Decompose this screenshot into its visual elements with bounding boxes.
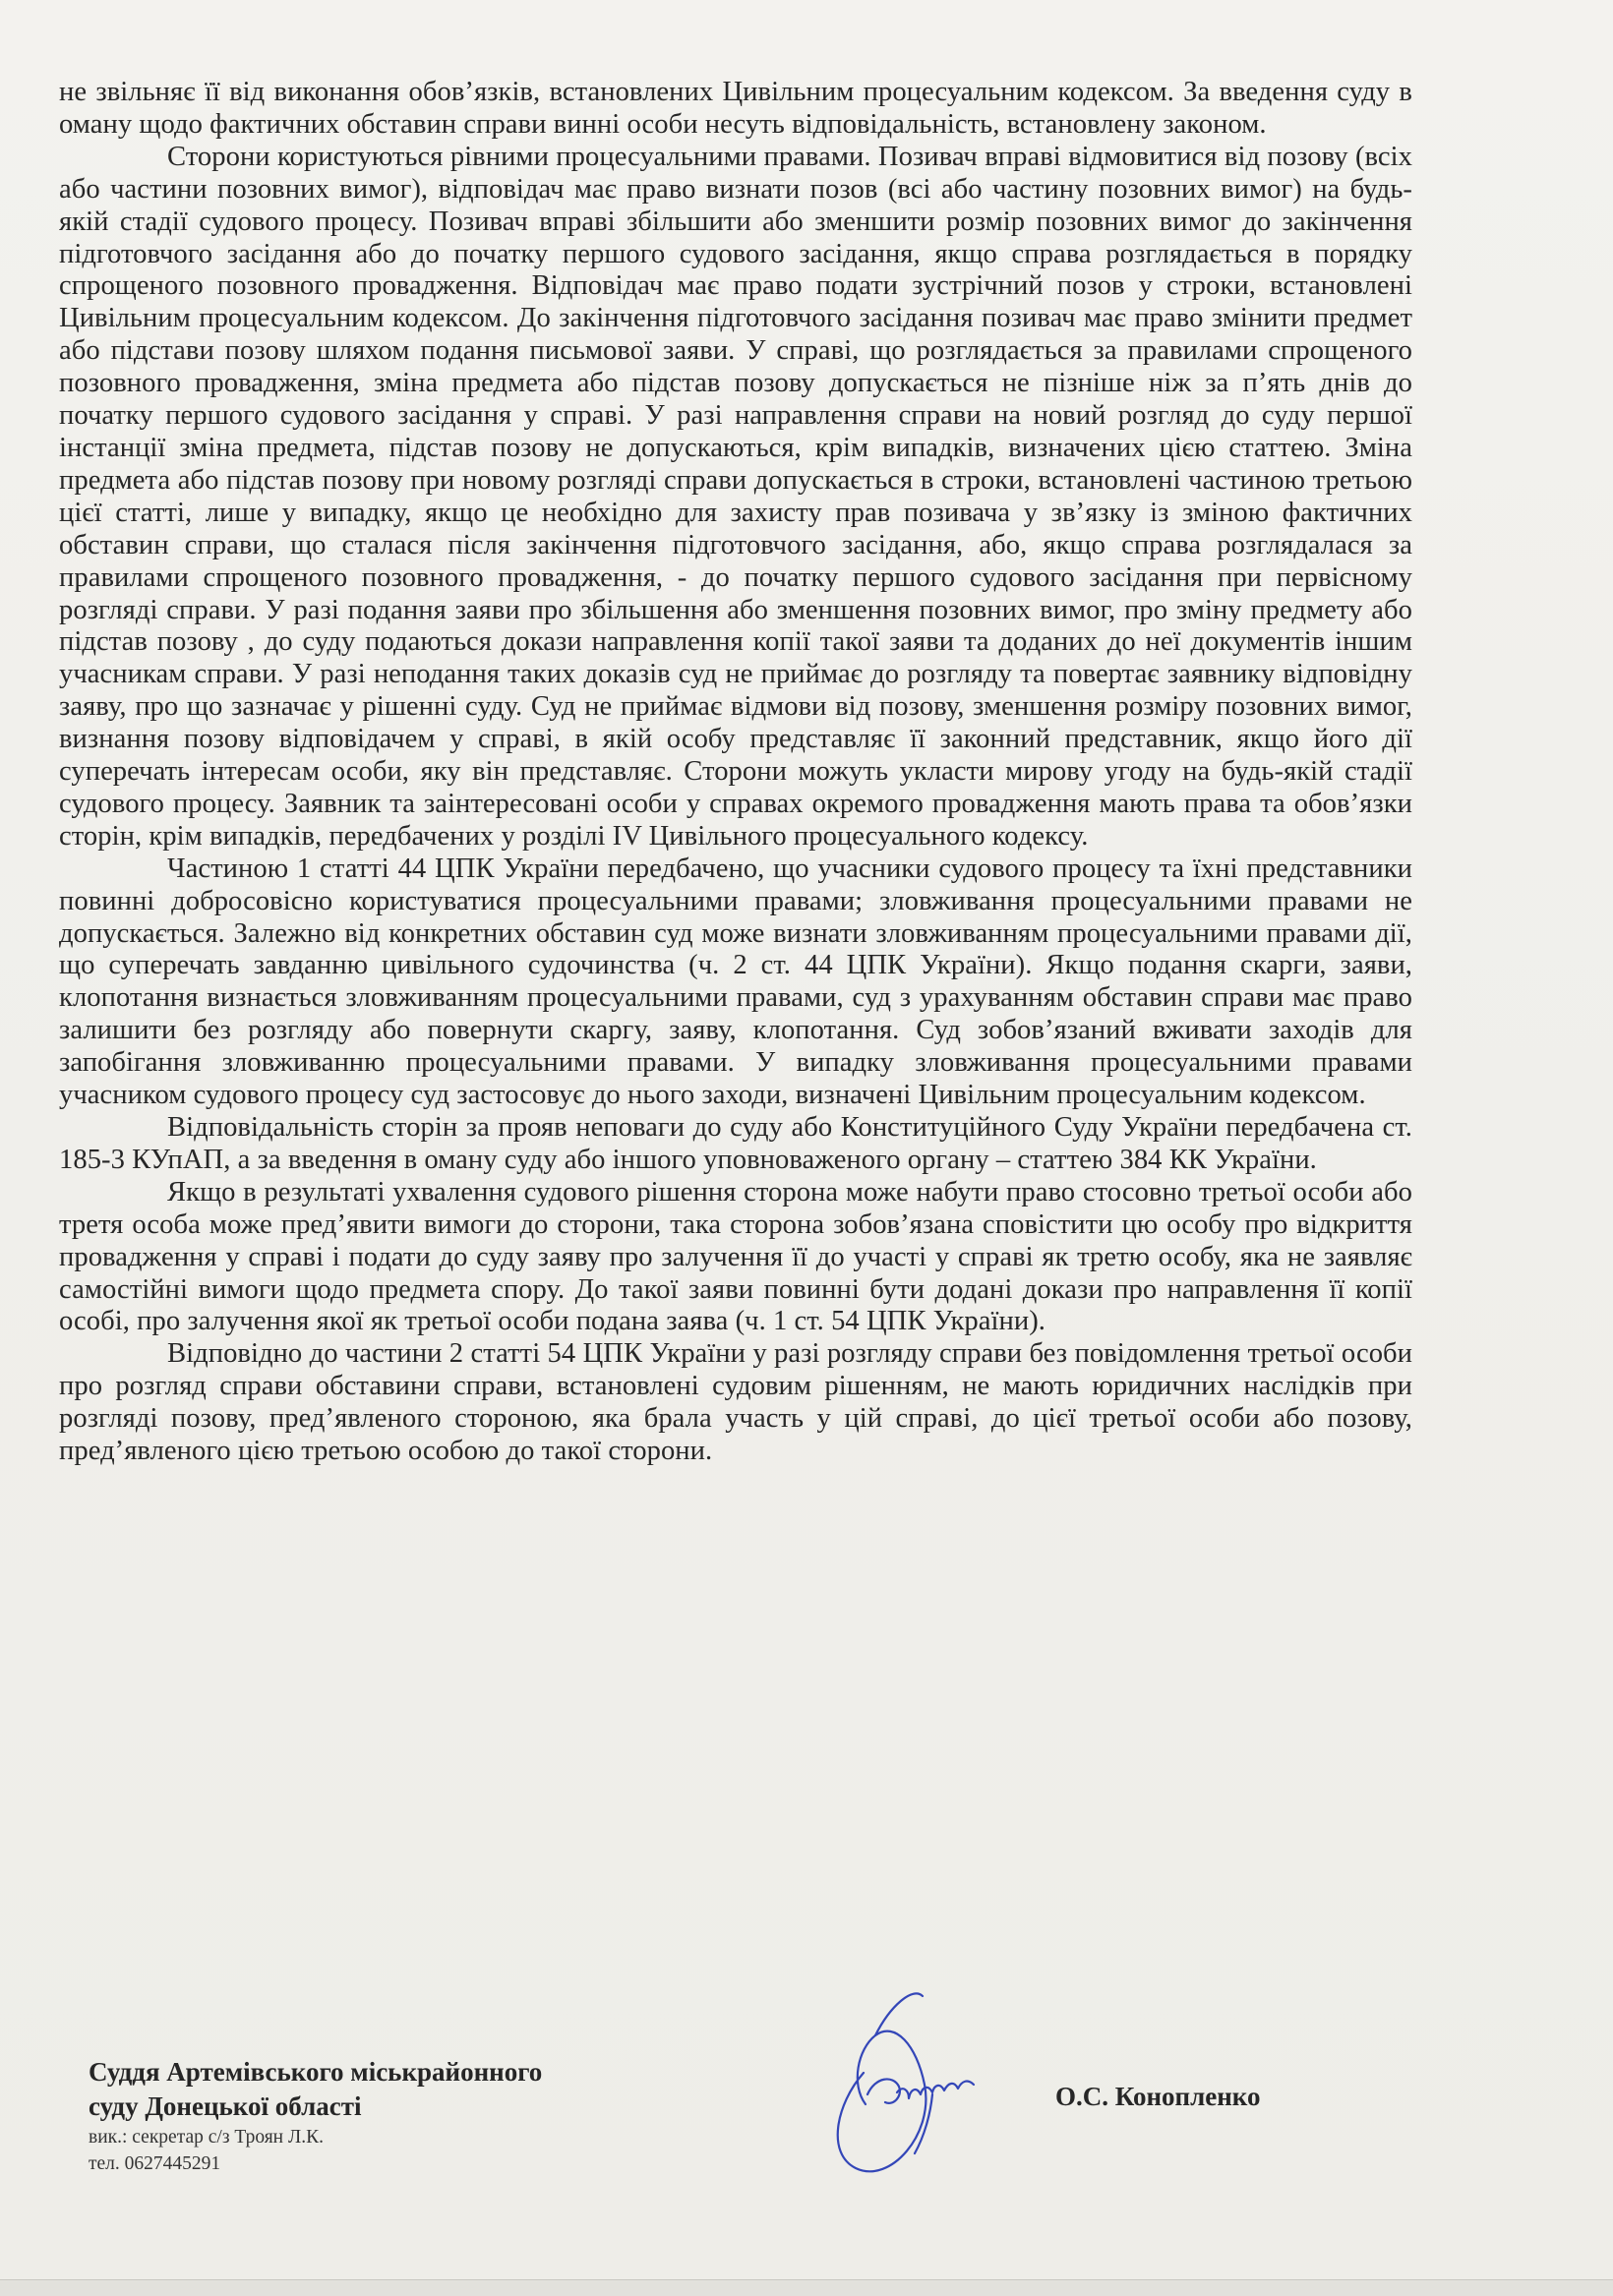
judge-name: О.С. Конопленко (1055, 2082, 1261, 2111)
phone-line: тел. 0627445291 (89, 2153, 221, 2174)
handwritten-signature (806, 1967, 1003, 2193)
judge-title-line-1: Суддя Артемівського міськрайонного (89, 2057, 543, 2087)
judge-title-line-2: суду Донецької області (89, 2091, 362, 2121)
scan-bottom-edge (0, 2279, 1613, 2296)
paragraph-3: Частиною 1 статті 44 ЦПК України передбачено, що учасники судового процесу та їхні представники повинні добросовісно користуватися процесуальними правами; зловживання процесуальними правами не допускається. Залежно від конкретних обставин суд може визнати зловживанням процесуальними правами дії, що суперечать завданню цивільного судочинства (ч. 2 ст. 44 ЦПК України). Якщо подання скарги, заяви, клопотання визнається зловживанням процесуальними правами, суд з урахуванням обставин справи має право залишити без розгляду або повернути скаргу, заяву, клопотання. Суд зобов’язаний вживати заходів для запобігання зловживанню процесуальними правами. У випадку зловживання процесуальними правами учасником судового процесу суд застосовує до нього заходи, визначені Цивільним процесуальним кодексом. (59, 853, 1412, 1111)
paragraph-1: не звільняє її від виконання обов’язків, встановлених Цивільним процесуальним кодексом. За введення суду в оману щодо фактичних обставин справи винні особи несуть відповідальність, встановлену законом. (59, 77, 1412, 140)
document-body (59, 77, 1412, 1468)
executor-line: вик.: секретар с/з Троян Л.К. (89, 2127, 324, 2148)
paragraph-2: Сторони користуються рівними процесуальними правами. Позивач вправі відмовитися від позову (всіх або частини позовних вимог), відповідач має право визнати позов (всі або частину позовних вимог) на будь-якій стадії судового процесу. Позивач вправі збільшити або зменшити розмір позовних вимог до закінчення підготовчого засідання або до початку першого судового засідання, якщо справа розглядається в порядку спрощеного позовного провадження. Відповідач має право подати зустрічний позов у строки, встановлені Цивільним процесуальним кодексом. До закінчення підготовчого засідання позивач має право змінити предмет або підстави позову шляхом подання письмової заяви. У справі, що розглядається за правилами спрощеного позовного провадження, зміна предмета або підстав позову допускається не пізніше ніж за п’ять днів до початку першого судового засідання у справі. У разі направлення справи на новий розгляд до суду першої інстанції зміна предмета, підстав позову не допускаються, крім випадків, визначених цією статтею. Зміна предмета або підстав позову при новому розгляді справи допускається в строки, встановлені частиною третьою цієї статті, лише у випадку, якщо це необхідно для захисту прав позивача у зв’язку із зміною фактичних обставин справи, що сталася після закінчення підготовчого засідання, або, якщо справа розглядалася за правилами спрощеного позовного провадження, - до початку першого судового засідання при первісному розгляді справи. У разі подання заяви про збільшення або зменшення позовних вимог, про зміну предмету або підстав позову , до суду подаються докази направлення копії такої заяви та доданих до неї документів іншим учасникам справи. У разі неподання таких доказів суд не приймає до розгляду та повертає заявнику відповідну заяву, про що зазначає у рішенні суду. Суд не приймає відмови від позову, зменшення розміру позовних вимог, визнання позову відповідачем у справі, в якій особу представляє її законний представник, якщо його дії суперечать інтересам особи, яку він представляє. Сторони можуть укласти мирову угоду на будь-якій стадії судового процесу. Заявник та заінтересовані особи у справах окремого провадження мають права та обов’язки сторін, крім випадків, передбачених у розділі IV Цивільного процесуального кодексу. (59, 141, 1412, 852)
paragraph-6: Відповідно до частини 2 статті 54 ЦПК України у разі розгляду справи без повідомлення третьої особи про розгляд справи обставини справи, встановлені судовим рішенням, не мають юридичних наслідків при розгляді позову, пред’явленого стороною, яка брала участь у цій справі, до цієї третьої особи або позову, пред’явленого цією третьою особою до такої сторони. (59, 1338, 1412, 1467)
paragraph-4: Відповідальність сторін за прояв неповаги до суду або Конституційного Суду України передбачена ст. 185-3 КУпАП, а за введення в оману суду або іншого уповноваженого органу – статтею 384 КК України. (59, 1112, 1412, 1175)
signature-block (89, 2055, 777, 2177)
paragraph-5: Якщо в результаті ухвалення судового рішення сторона може набути право стосовно третьої особи або третя особа може пред’явити вимоги до сторони, така сторона зобов’язана сповістити цю особу про відкриття провадження у справі і подати до суду заяву про залучення її до участі у справі як третю особу, яка не заявляє самостійні вимоги щодо предмета спору. До такої заяви повинні бути додані докази про направлення її копії особі, про залучення якої як третьої особи подана заява (ч. 1 ст. 54 ЦПК України). (59, 1176, 1412, 1337)
